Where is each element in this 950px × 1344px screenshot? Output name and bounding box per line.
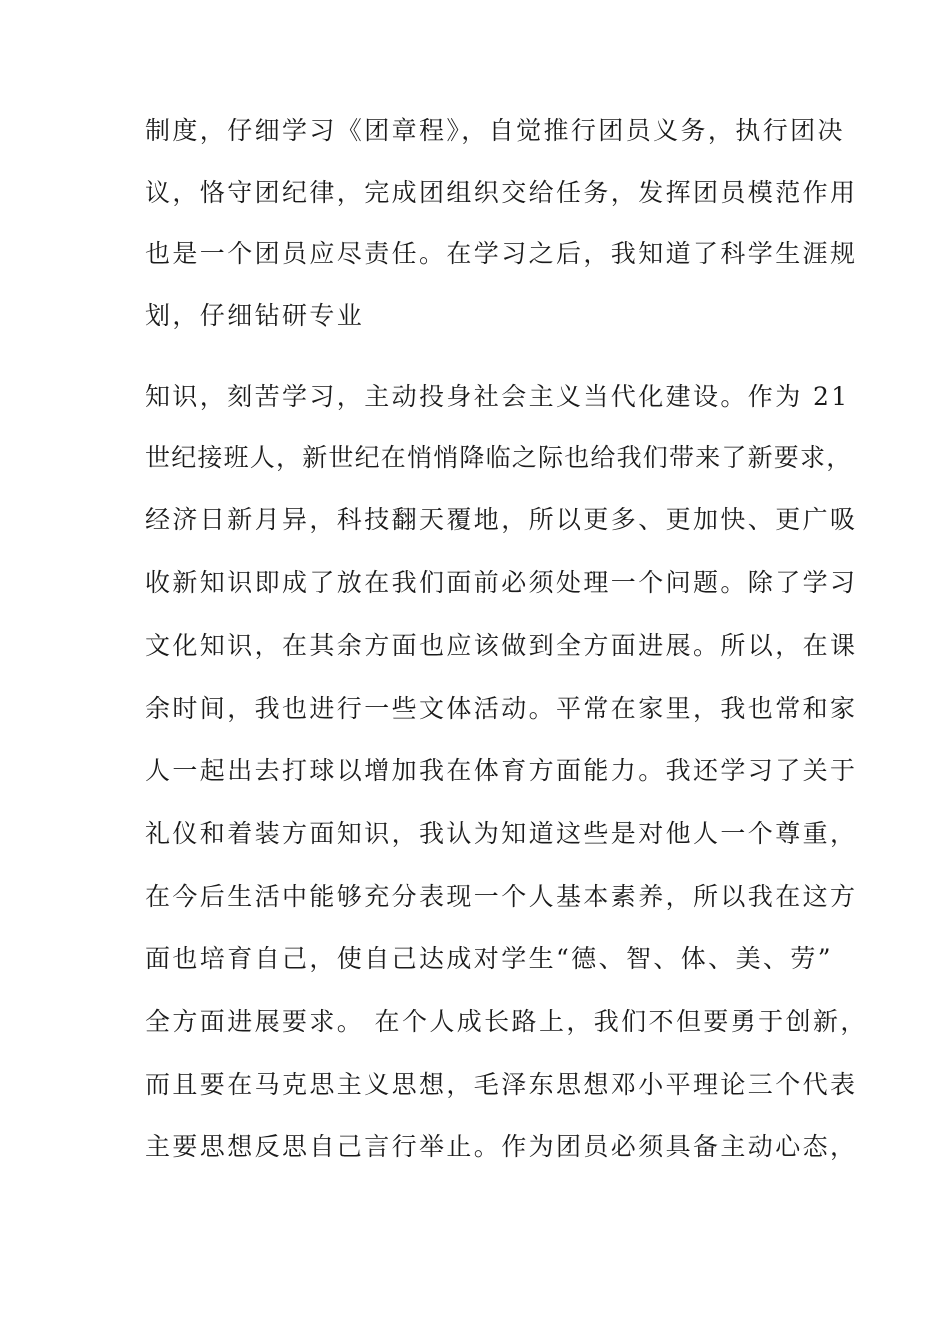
text-line: 主要思想反思自己言行举止。作为团员必须具备主动心态， (145, 1132, 858, 1161)
text-line: 全方面进展要求。 在个人成长路上，我们不但要勇于创新， (145, 1007, 868, 1036)
text-line: 面也培育自己，使自己达成对学生“德、智、体、美、劳” (145, 944, 833, 973)
text-line: 礼仪和着装方面知识，我认为知道这些是对他人一个尊重， (145, 819, 858, 848)
text-line: 在今后生活中能够充分表现一个人基本素养，所以我在这方 (145, 882, 858, 911)
text-line: 文化知识，在其余方面也应该做到全方面进展。所以，在课 (145, 631, 858, 660)
text-line: 划，仔细钻研专业 (145, 301, 365, 330)
text-line: 人一起出去打球以增加我在体育方面能力。我还学习了关于 (145, 756, 858, 785)
text-line: 收新知识即成了放在我们面前必须处理一个问题。除了学习 (145, 568, 858, 597)
text-line: 制度，仔细学习《团章程》，自觉推行团员义务，执行团决 (145, 116, 845, 145)
text-line: 也是一个团员应尽责任。在学习之后，我知道了科学生涯规 (145, 239, 858, 268)
text-line: 知识，刻苦学习，主动投身社会主义当代化建设。作为 21 (145, 382, 850, 411)
text-line: 而且要在马克思主义思想，毛泽东思想邓小平理论三个代表 (145, 1070, 858, 1099)
text-line: 世纪接班人，新世纪在悄悄降临之际也给我们带来了新要求， (145, 443, 853, 472)
text-line: 经济日新月异，科技翻天覆地，所以更多、更加快、更广吸 (145, 505, 858, 534)
text-line: 余时间，我也进行一些文体活动。平常在家里，我也常和家 (145, 694, 858, 723)
text-line: 议，恪守团纪律，完成团组织交给任务，发挥团员模范作用 (145, 178, 858, 207)
